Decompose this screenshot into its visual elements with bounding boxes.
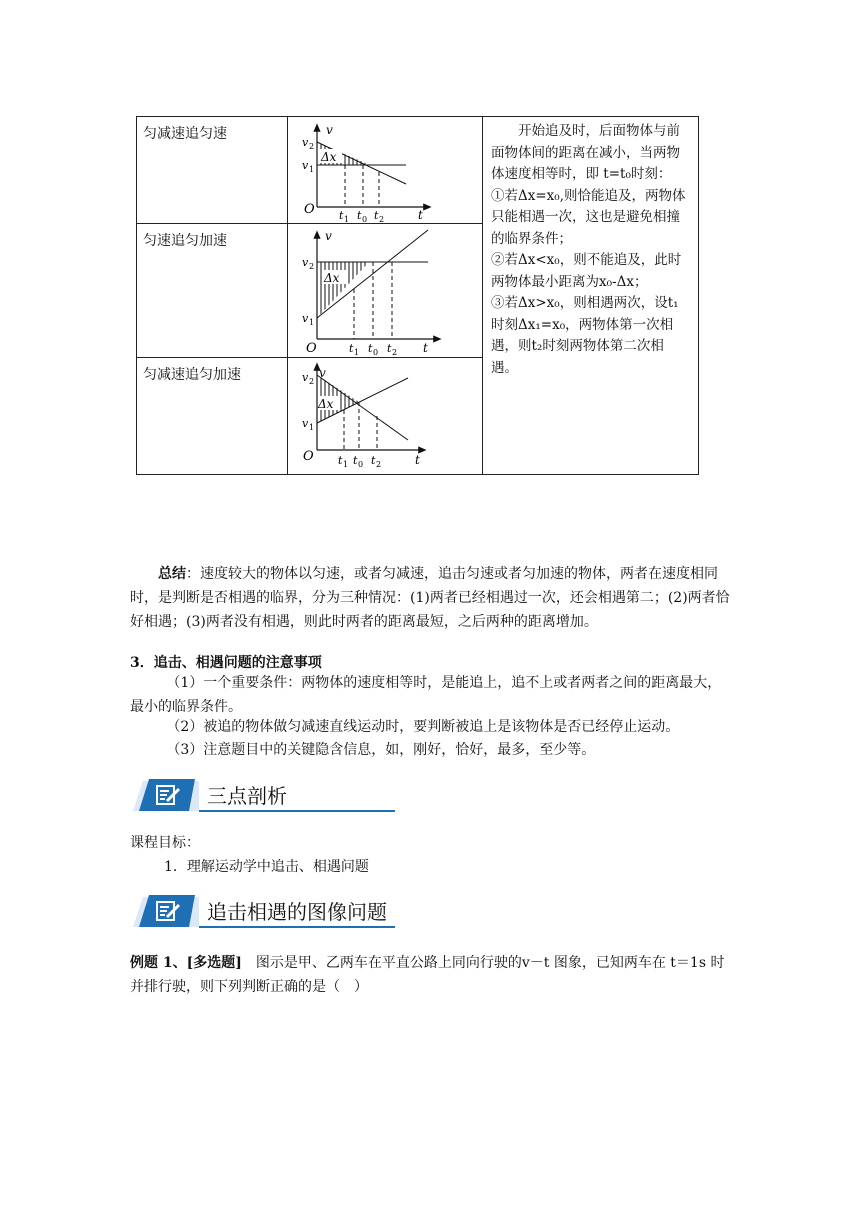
svg-text:t: t (368, 342, 373, 355)
svg-text:v: v (302, 159, 309, 172)
svg-text:Δx: Δx (324, 271, 340, 285)
svg-text:2: 2 (309, 142, 315, 151)
example-1-label: 例题 1、[多选题] (130, 955, 242, 971)
section-3-item-1: （1）一个重要条件：两物体的速度相等时，是能追上，追不上或者两者之间的距离最大，最小的临界条件。 (130, 675, 722, 715)
svg-text:t: t (349, 342, 354, 355)
svg-text:O: O (303, 449, 314, 464)
svg-text:v: v (302, 371, 309, 384)
banner-underline (199, 810, 395, 812)
case-label-decel-uniform: 匀减速追匀速 (137, 117, 288, 224)
svg-text:1: 1 (343, 460, 349, 469)
svg-text:t: t (387, 342, 392, 355)
rule-intro: 开始追及时，后面物体与前面物体间的距离在减小，当两物体速度相等时，即 t=t₀时刻： (491, 123, 680, 182)
svg-text:1: 1 (309, 318, 315, 327)
svg-text:2: 2 (392, 348, 398, 357)
summary-text: ：速度较大的物体以匀速，或者匀减速，追击匀速或者匀加速的物体，两者在速度相同时，是判断是否相遇的临界，分为三种情况：(1)两者已经相遇过一次，还会相遇第二；(2)两者恰好相遇；(3)两者没有相遇，则此时两者的距离最短，之后两种的距离增加。 (130, 566, 730, 630)
section-3-heading: 3．追击、相遇问题的注意事项 (130, 655, 322, 671)
svg-text:1: 1 (354, 348, 360, 357)
svg-text:1: 1 (309, 165, 315, 174)
summary-paragraph (130, 562, 732, 634)
rule-case-2: ②若Δx<x₀，则不能追及，此时两物体最小距离为x₀-Δx； (491, 252, 682, 290)
edit-note-icon (155, 900, 181, 922)
case-label-uniform-accel: 匀速追匀加速 (137, 224, 288, 358)
graph-decel-accel (288, 358, 483, 475)
course-goals-label: 课程目标： (130, 835, 200, 851)
comparison-table (136, 116, 699, 475)
svg-text:0: 0 (358, 460, 364, 469)
svg-text:1: 1 (309, 423, 315, 432)
banner-underline (199, 926, 395, 928)
svg-text:t: t (357, 209, 362, 222)
svg-text:t: t (371, 454, 376, 467)
svg-text:0: 0 (373, 348, 379, 357)
rule-explanation (483, 117, 699, 475)
svg-text:2: 2 (379, 215, 385, 223)
svg-text:v: v (319, 366, 326, 380)
section-3-item-2: （2）被追的物体做匀减速直线运动时，要判断被追上是该物体是否已经停止运动。 (166, 719, 680, 735)
svg-text:0: 0 (362, 215, 368, 223)
section-3-item-3: （3）注意题目中的关键隐含信息，如，刚好，恰好，最多，至少等。 (166, 742, 596, 758)
case-label-decel-accel: 匀减速追匀加速 (137, 358, 288, 475)
banner-title-analysis: 三点剖析 (207, 784, 287, 808)
svg-text:t: t (353, 454, 358, 467)
summary-label: 总结 (158, 566, 186, 582)
svg-text:v: v (302, 256, 309, 269)
course-goals-item: 1．理解运动学中追击、相遇问题 (164, 859, 369, 875)
banner-title-graph-problems: 追击相遇的图像问题 (207, 900, 387, 924)
example-1-text: 图示是甲、乙两车在平直公路上同向行驶的v－t 图象，已知两车在 t＝1s 时并排行驶，则下列判断正确的是（ ） (130, 955, 725, 995)
svg-text:t: t (418, 208, 423, 222)
svg-text:1: 1 (344, 215, 350, 223)
svg-text:t: t (415, 453, 420, 467)
svg-text:t: t (423, 341, 428, 355)
svg-text:t: t (338, 454, 343, 467)
svg-text:t: t (339, 209, 344, 222)
svg-text:2: 2 (309, 262, 315, 271)
graph-uniform-accel (288, 224, 483, 358)
rule-case-3: ③若Δx>x₀，则相遇两次，设t₁时刻Δx₁=x₀，两物体第一次相遇，则t₂时刻两物体第二次相遇。 (491, 295, 679, 376)
svg-text:v: v (302, 136, 309, 149)
edit-note-icon (155, 784, 181, 806)
svg-text:v: v (302, 312, 309, 325)
svg-text:2: 2 (376, 460, 382, 469)
delta-x-label: Δx (321, 150, 337, 164)
graph-decel-uniform (288, 117, 483, 224)
svg-text:O: O (304, 202, 315, 217)
svg-text:v: v (302, 417, 309, 430)
example-1 (130, 951, 732, 999)
svg-text:v: v (325, 229, 332, 243)
svg-text:v: v (326, 123, 333, 137)
rule-case-1: ①若Δx=x₀,则恰能追及，两物体只能相遇一次，这也是避免相撞的临界条件； (491, 187, 686, 247)
svg-text:2: 2 (309, 377, 315, 386)
svg-text:Δx: Δx (318, 397, 334, 411)
svg-text:O: O (306, 341, 317, 356)
svg-text:t: t (374, 209, 379, 222)
